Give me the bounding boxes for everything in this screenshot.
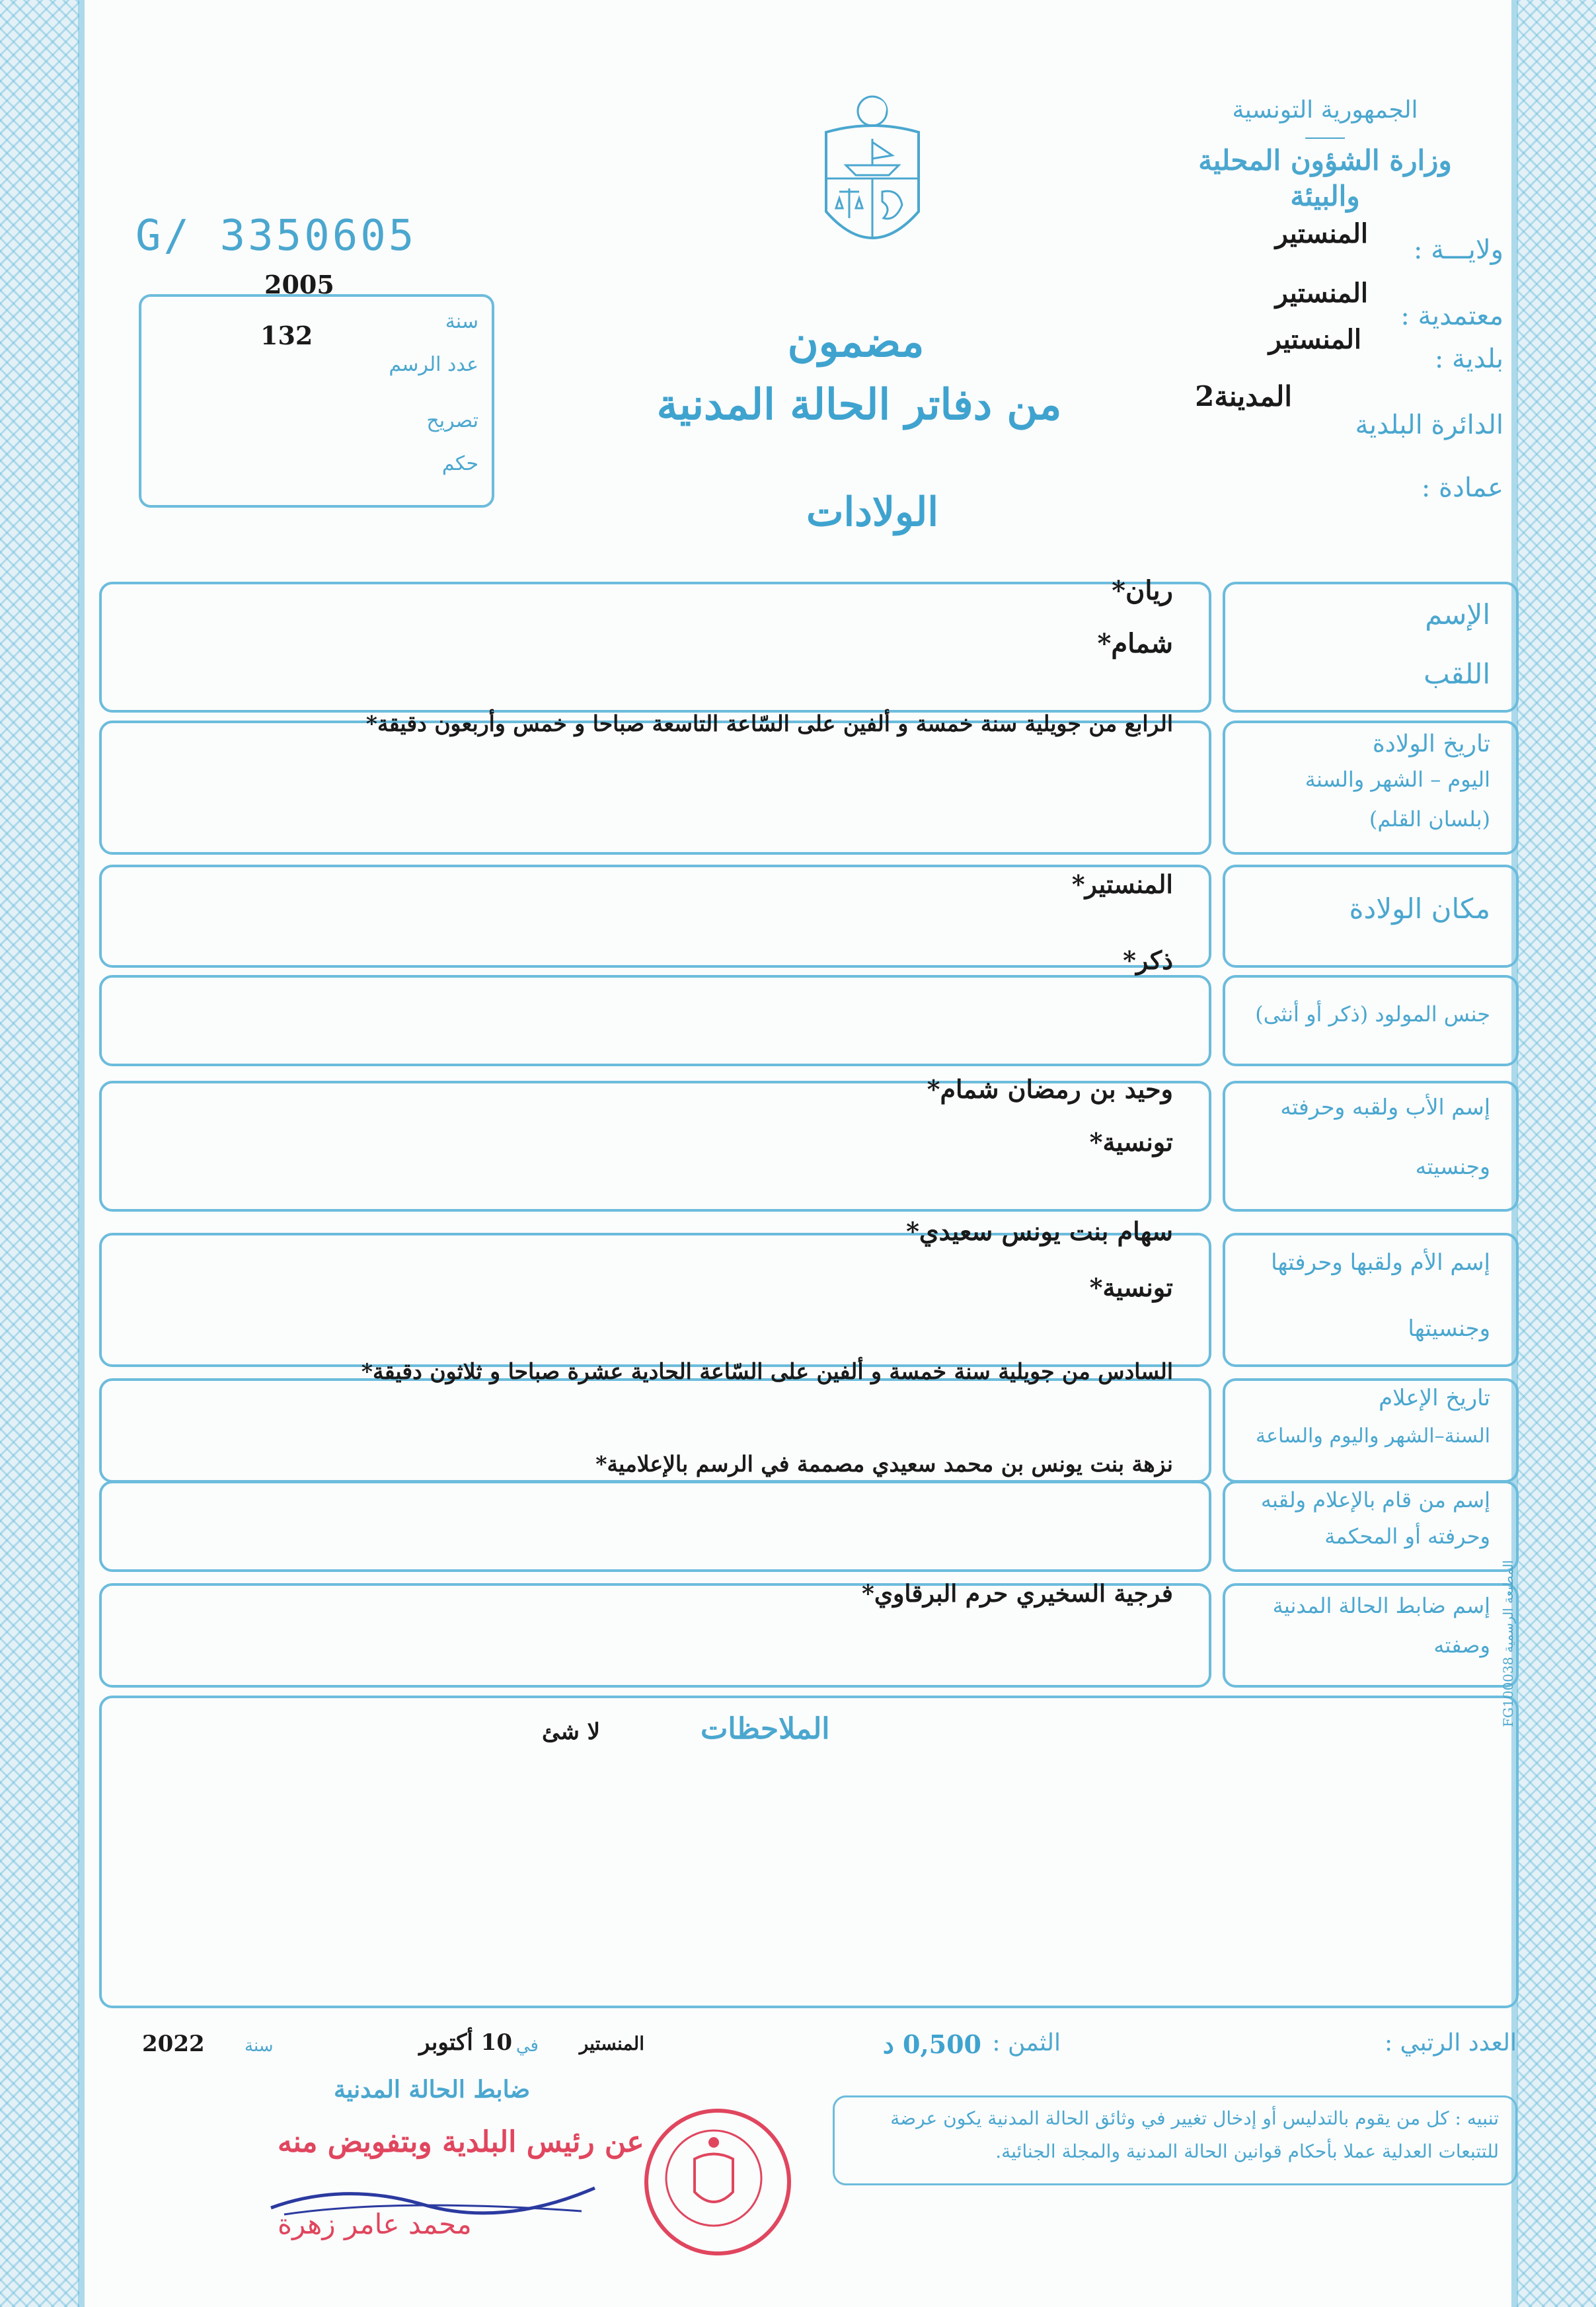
pob-value-box xyxy=(99,865,1211,968)
name-label: الإسم xyxy=(1425,598,1490,631)
extract-title: مضمون xyxy=(787,317,925,367)
warning-box xyxy=(833,2095,1517,2185)
decl-date-label-1: تاريخ الإعلام xyxy=(1379,1385,1490,1411)
name-value: ريان* xyxy=(1112,575,1173,606)
dob-label-3: (بلسان القلم) xyxy=(1369,806,1490,832)
baladia-value: المنستير xyxy=(1268,324,1361,355)
sex-value-box xyxy=(99,975,1211,1066)
side-print: المطبعة الرسمية FG100038 xyxy=(1500,1560,1516,1727)
date-prefix: في xyxy=(515,2036,539,2056)
price-label: الثمن : xyxy=(992,2029,1061,2056)
warning-line-1: تنبيه : كل من يقوم بالتدليس أو إدخال تغيير في وثائق الحالة المدنية يكون عرضة xyxy=(890,2107,1499,2129)
officer-label-1: إسم ضابط الحالة المدنية xyxy=(1272,1593,1490,1618)
mother-nationality: تونسية* xyxy=(1089,1272,1173,1302)
declarant-value: نزهة بنت يونس بن محمد سعيدي مصممة في الرسم بالإعلامية* xyxy=(595,1451,1173,1477)
declarant-label-2: وحرفته أو المحكمة xyxy=(1324,1524,1490,1549)
right-guilloche-border xyxy=(1517,0,1596,2307)
wilaya-value: المنستير xyxy=(1275,218,1368,249)
registry-number-value: 132 xyxy=(260,321,313,350)
remarks-value: لا شئ xyxy=(542,1719,601,1745)
officer-title: ضابط الحالة المدنية xyxy=(334,2076,531,2103)
officer-value: فرجية السخيري حرم البرقاوي* xyxy=(862,1580,1173,1608)
imada-label: عمادة : xyxy=(1421,473,1503,503)
registry-year-value: 2005 xyxy=(264,270,334,299)
father-nationality: تونسية* xyxy=(1089,1127,1173,1157)
declarant-label-1: إسم من قام بالإعلام ولقبه xyxy=(1260,1487,1490,1512)
issue-year: 2022 xyxy=(142,2031,205,2057)
surname-label: اللقب xyxy=(1424,658,1490,690)
registers-title: من دفاتر الحالة المدنية xyxy=(656,380,1062,430)
father-value: وحيد بن رمضان شمام* xyxy=(927,1074,1173,1104)
ministry-line-1: وزارة الشؤون المحلية xyxy=(1198,144,1452,176)
father-label-1: إسم الأب ولقبه وحرفته xyxy=(1280,1094,1490,1120)
issue-date: 10 أكتوبر xyxy=(419,2029,512,2056)
issue-year-label: سنة xyxy=(245,2036,274,2056)
ministry-line-2: والبيئة xyxy=(1290,180,1360,212)
footer-serial-label: العدد الرتبي : xyxy=(1384,2029,1517,2056)
signature-line-1: عن رئيس البلدية وبتفويض منه xyxy=(278,2125,644,2159)
births-title: الولادات xyxy=(806,489,939,535)
mother-label-1: إسم الأم ولقبها وحرفتها xyxy=(1271,1249,1490,1276)
decl-date-label-2: السنة–الشهر واليوم والساعة xyxy=(1255,1425,1490,1448)
daira-value: المدينة2 xyxy=(1195,380,1292,412)
remarks-label: الملاحظات xyxy=(701,1712,830,1746)
dob-label-2: اليوم – الشهر والسنة xyxy=(1305,767,1490,792)
official-stamp-icon xyxy=(644,2109,791,2255)
father-label-2: وجنسيته xyxy=(1415,1154,1490,1179)
registry-year-label: سنة xyxy=(445,310,478,333)
signature-scribble-icon xyxy=(264,2168,608,2228)
daira-label: الدائرة البلدية xyxy=(1355,410,1503,440)
hukm-label: حكم xyxy=(441,452,478,475)
baladia-label: بلدية : xyxy=(1434,344,1503,374)
issuing-authority xyxy=(1153,93,1497,214)
dob-value: الرابع من جويلية سنة خمسة و ألفين على السّاعة التاسعة صباحا و خمس وأربعون دقيقة* xyxy=(365,711,1173,736)
motamadia-value: المنستير xyxy=(1275,278,1368,309)
left-guilloche-border xyxy=(0,0,79,2307)
mother-value: سهام بنت يونس سعيدي* xyxy=(906,1216,1173,1246)
issue-place: المنستير xyxy=(579,2033,644,2054)
serial-number: G/ 3350605 xyxy=(135,212,417,260)
sex-value: ذكر* xyxy=(1123,945,1173,975)
decl-date-value: السادس من جويلية سنة خمسة و ألفين على السّاعة الحادية عشرة صباحا و ثلاثون دقيقة* xyxy=(361,1358,1173,1384)
dob-label-1: تاريخ الولادة xyxy=(1372,730,1490,758)
mother-value-box xyxy=(99,1233,1211,1367)
tasrih-label: تصريح xyxy=(426,409,478,432)
surname-value: شمام* xyxy=(1097,628,1173,659)
registry-box xyxy=(139,294,494,508)
warning-line-2: للتتبعات العدلية عملا بأحكام قوانين الحالة المدنية والمجلة الجنائية. xyxy=(995,2140,1499,2162)
officer-label-2: وصفته xyxy=(1433,1633,1490,1658)
motamadia-label: معتمدية : xyxy=(1400,301,1503,331)
declarant-value-box xyxy=(99,1481,1211,1572)
pob-value: المنستير* xyxy=(1071,869,1173,899)
mother-label-2: وجنسيتها xyxy=(1408,1315,1490,1342)
sex-label: جنس المولود (ذكر أو أنثى) xyxy=(1255,1001,1490,1027)
coat-of-arms-icon xyxy=(810,93,935,271)
signature-line-2: محمد عامر زهرة xyxy=(278,2208,472,2240)
registry-number-label: عدد الرسم xyxy=(389,353,478,376)
wilaya-label: ولايـــة : xyxy=(1413,235,1503,265)
price-value: 0,500 د xyxy=(882,2029,981,2059)
dob-value-box xyxy=(99,721,1211,855)
republic-name: الجمهورية التونسية xyxy=(1232,97,1418,124)
pob-label: مكان الولادة xyxy=(1349,892,1490,925)
name-value-box xyxy=(99,582,1211,713)
